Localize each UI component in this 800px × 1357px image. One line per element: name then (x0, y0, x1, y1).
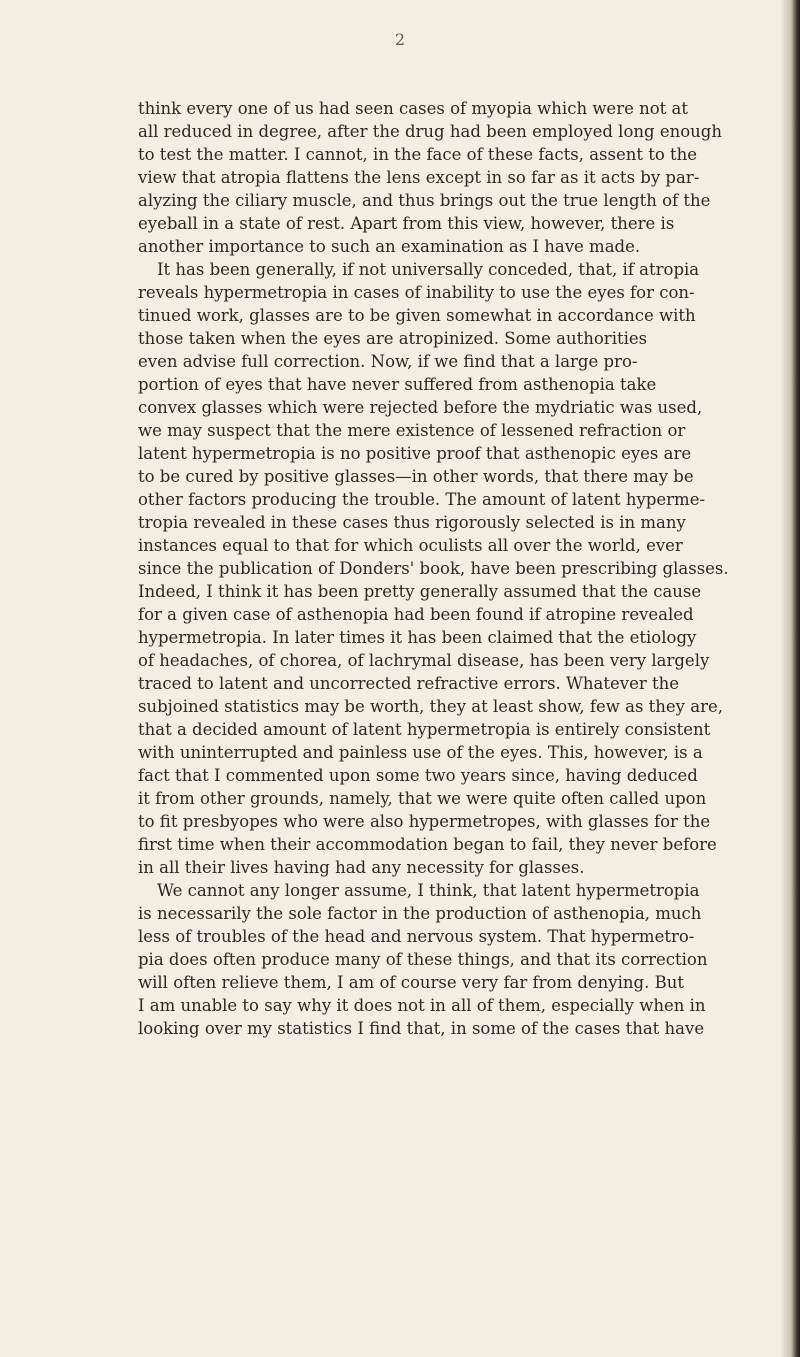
text-line: Indeed, I think it has been pretty generally assumed that the cause (138, 582, 702, 601)
text-line: with uninterrupted and painless use of the eyes. This, however, is a (138, 743, 703, 762)
text-line: latent hypermetropia is no positive proof that asthenopic eyes are (138, 444, 692, 463)
text-line: eyeball in a state of rest. Apart from this view, however, there is (138, 214, 675, 233)
text-line: fact that I commented upon some two years since, having deduced (138, 766, 698, 785)
text-line: convex glasses which were rejected before the mydriatic was used, (138, 398, 703, 417)
text-line: subjoined statistics may be worth, they at least show, few as they are, (138, 697, 723, 716)
text-line: another importance to such an examination as I have made. (138, 237, 641, 256)
text-line: We cannot any longer assume, I think, that latent hypermetropia (157, 881, 700, 900)
text-line: to fit presbyopes who were also hypermetropes, with glasses for the (138, 812, 711, 831)
text-line: reveals hypermetropia in cases of inability to use the eyes for con- (138, 283, 695, 302)
text-line: to be cured by positive glasses—in other words, that there may be (138, 467, 694, 486)
text-line: portion of eyes that have never suffered from asthenopia take (138, 375, 657, 394)
page-number: 2 (394, 30, 406, 49)
text-line: traced to latent and uncorrected refractive errors. Whatever the (138, 674, 680, 693)
text-line: is necessarily the sole factor in the production of asthenopia, much (138, 904, 702, 923)
text-line: all reduced in degree, after the drug had been employed long enough (138, 122, 722, 141)
text-line: it from other grounds, namely, that we were quite often called upon (138, 789, 707, 808)
text-line: since the publication of Donders' book, have been prescribing glasses. (138, 559, 729, 578)
text-line: to test the matter. I cannot, in the face of these facts, assent to the (138, 145, 698, 164)
text-line: of headaches, of chorea, of lachrymal disease, has been very largely (138, 651, 710, 670)
text-line: those taken when the eyes are atropinized. Some authorities (138, 329, 648, 348)
text-line: in all their lives having had any necessity for glasses. (138, 858, 585, 877)
text-line: I am unable to say why it does not in all of them, especially when in (138, 996, 706, 1015)
text-line: hypermetropia. In later times it has been claimed that the etiology (138, 628, 697, 647)
text-line: first time when their accommodation began to fail, they never before (138, 835, 717, 854)
page-edge-shadow (780, 0, 800, 1357)
text-line: view that atropia flattens the lens except in so far as it acts by par- (138, 168, 700, 187)
text-line: tinued work, glasses are to be given somewhat in accordance with (138, 306, 696, 325)
text-line: less of troubles of the head and nervous system. That hypermetro- (138, 927, 695, 946)
text-line: tropia revealed in these cases thus rigorously selected is in many (138, 513, 686, 532)
text-line: other factors producing the trouble. The amount of latent hyperme- (138, 490, 706, 509)
text-line: that a decided amount of latent hypermetropia is entirely consistent (138, 720, 711, 739)
text-line: looking over my statistics I find that, in some of the cases that have (138, 1019, 705, 1038)
text-line: It has been generally, if not universally conceded, that, if atropia (157, 260, 700, 279)
text-line: we may suspect that the mere existence of lessened refraction or (138, 421, 686, 440)
text-line: will often relieve them, I am of course very far from denying. But (138, 973, 684, 992)
text-line: even advise full correction. Now, if we find that a large pro- (138, 352, 638, 371)
text-line: alyzing the ciliary muscle, and thus brings out the true length of the (138, 191, 711, 210)
text-line: for a given case of asthenopia had been found if atropine revealed (138, 605, 694, 624)
text-line: pia does often produce many of these things, and that its correction (138, 950, 708, 969)
text-line: instances equal to that for which oculists all over the world, ever (138, 536, 683, 555)
text-line: think every one of us had seen cases of myopia which were not at (138, 99, 689, 118)
